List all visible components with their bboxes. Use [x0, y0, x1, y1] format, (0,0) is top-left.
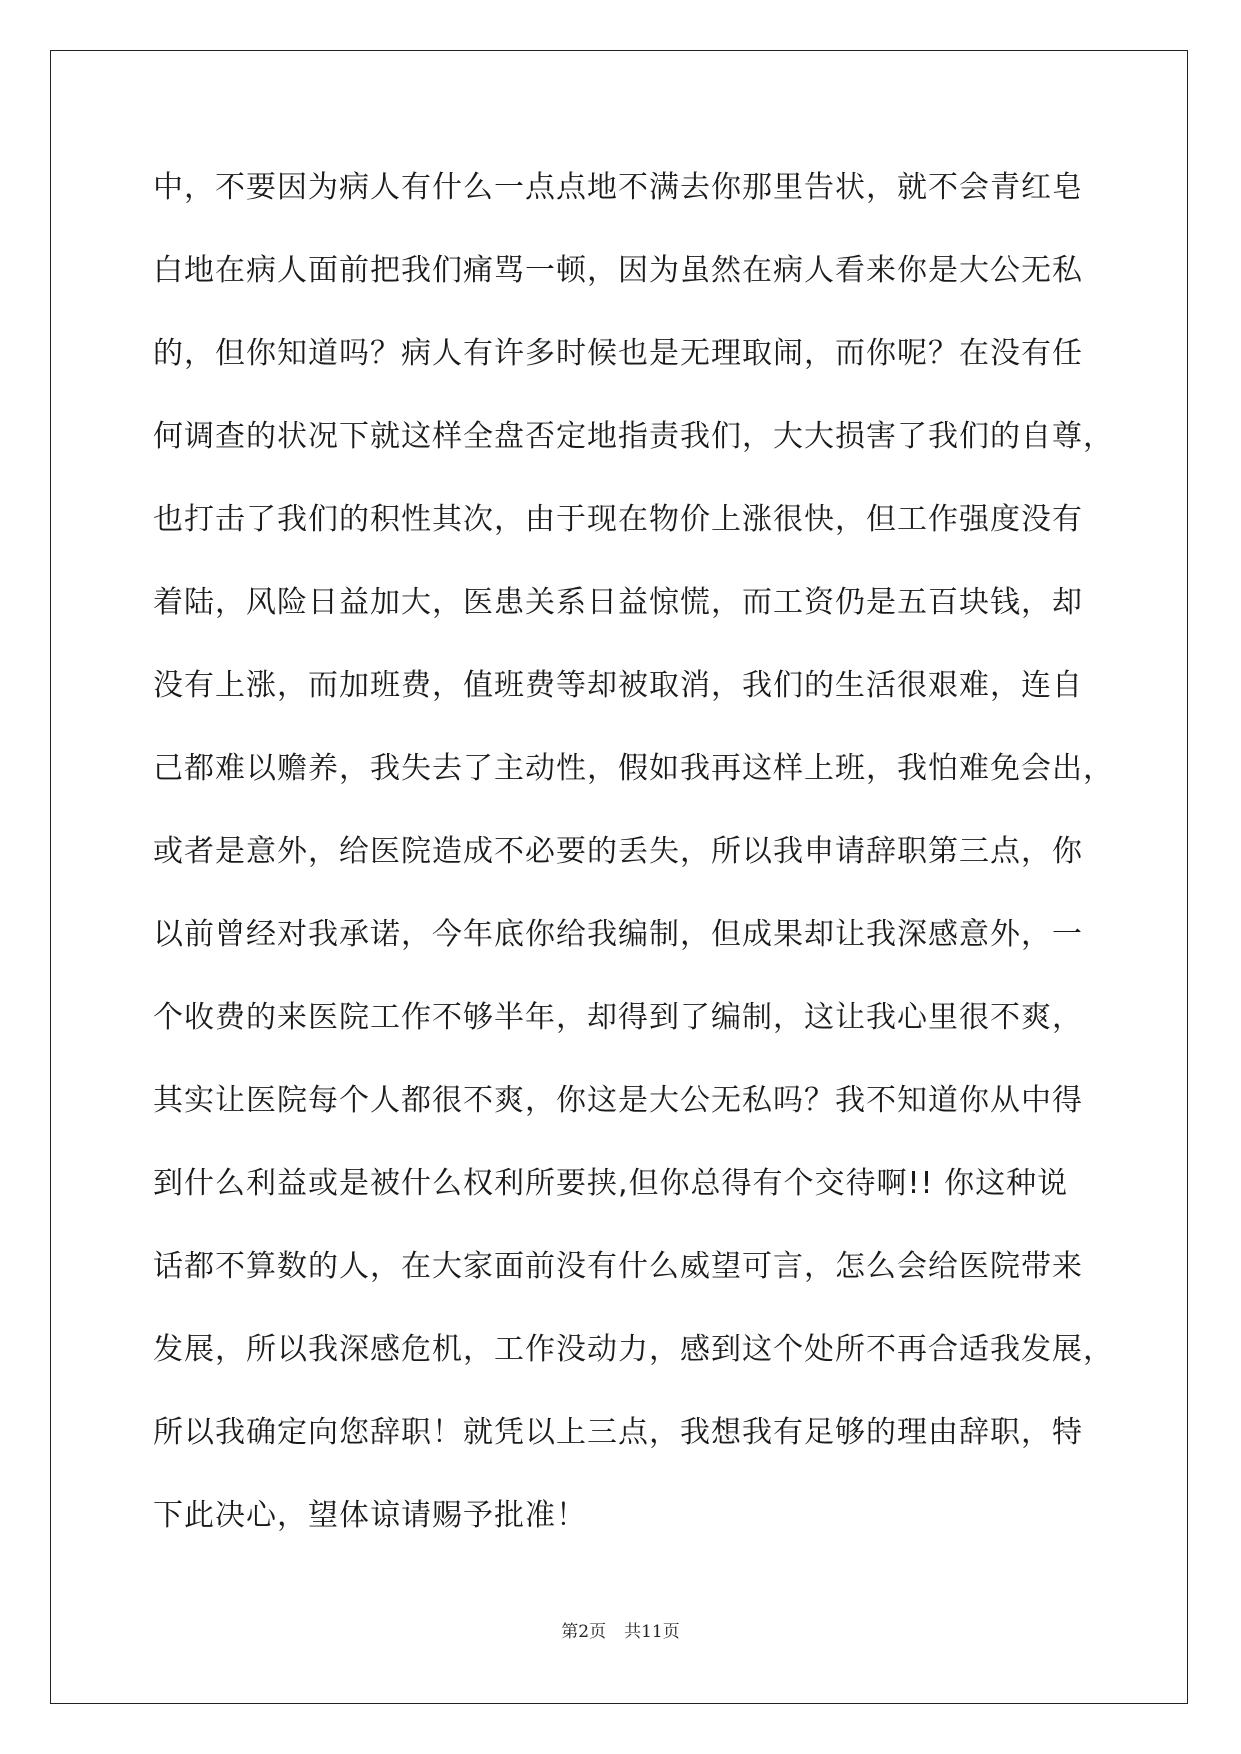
- page-footer: [0, 1617, 1241, 1642]
- body-line: 个收费的来医院工作不够半年，却得到了编制，这让我心里很不爽，: [153, 1000, 1083, 1035]
- body-line: 白地在病人面前把我们痛骂一顿，因为虽然在病人看来你是大公无私: [153, 253, 1083, 288]
- body-line: 话都不算数的人，在大家面前没有什么威望可言，怎么会给医院带来: [153, 1249, 1083, 1284]
- body-line: 何调查的状况下就这样全盘否定地指责我们，大大损害了我们的自尊，: [153, 419, 1114, 454]
- body-line: 其实让医院每个人都很不爽，你这是大公无私吗？我不知道你从中得: [153, 1083, 1083, 1118]
- body-line: 中，不要因为病人有什么一点点地不满去你那里告状，就不会青红皂: [153, 170, 1083, 205]
- body-line: 发展，所以我深感危机，工作没动力，感到这个处所不再合适我发展，: [153, 1332, 1114, 1367]
- body-line: 着陆，风险日益加大，医患关系日益惊慌，而工资仍是五百块钱，却: [153, 585, 1083, 620]
- page-number: 第2页: [561, 1622, 607, 1642]
- document-body: [153, 162, 1114, 1573]
- body-line: 或者是意外，给医院造成不必要的丢失，所以我申请辞职第三点，你: [153, 834, 1083, 869]
- body-line: 所以我确定向您辞职！就凭以上三点，我想我有足够的理由辞职，特: [153, 1415, 1083, 1450]
- page-total: 共11页: [624, 1622, 680, 1642]
- body-line: 的，但你知道吗？病人有许多时候也是无理取闹，而你呢？在没有任: [153, 336, 1083, 371]
- body-line: 也打击了我们的积性其次，由于现在物价上涨很快，但工作强度没有: [153, 502, 1083, 537]
- body-line: 以前曾经对我承诺，今年底你给我编制，但成果却让我深感意外，一: [153, 917, 1083, 952]
- body-line: 己都难以赡养，我失去了主动性，假如我再这样上班，我怕难免会出，: [153, 751, 1114, 786]
- body-line: 下此决心，望体谅请赐予批准！: [153, 1498, 587, 1533]
- body-line: 没有上涨，而加班费，值班费等却被取消，我们的生活很艰难，连自: [153, 668, 1083, 703]
- body-line: 到什么利益或是被什么权利所要挟,但你总得有个交待啊!! 你这种说: [153, 1166, 1069, 1201]
